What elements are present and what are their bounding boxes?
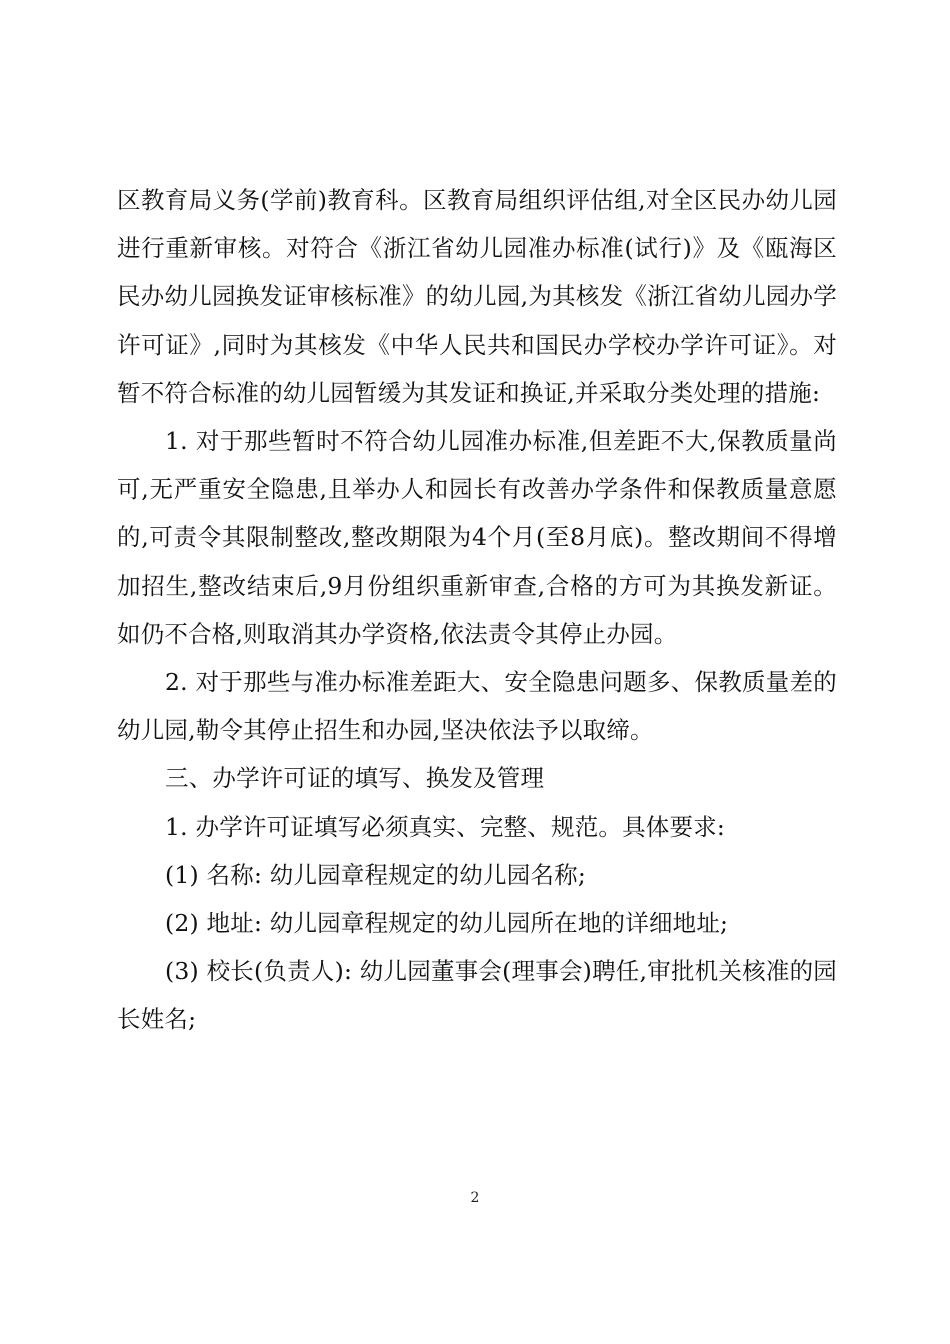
paragraph-item-2: 2. 对于那些与准办标准差距大、安全隐患问题多、保教质量差的幼儿园,勒令其停止招生和办园,坚决依法予以取缔。 [117, 668, 837, 745]
requirement-principal: (3) 校长(负责人): 幼儿园董事会(理事会)聘任,审批机关核准的园长姓名; [117, 957, 837, 1034]
paragraph-continuation: 区教育局义务(学前)教育科。区教育局组织评估组,对全区民办幼儿园进行重新审核。对符合《浙江省幼儿园准办标准(试行)》及《瓯海区民办幼儿园换发证审核标准》的幼儿园,为其核发《浙江省幼儿园办学许可证》,同时为其核发《中华人民共和国民办学校办学许可证》。对暂不符合标准的幼儿园暂缓为其发证和换证,并采取分类处理的措施: [117, 186, 837, 407]
requirement-address: (2) 地址: 幼儿园章程规定的幼儿园所在地的详细地址; [165, 909, 729, 938]
requirement-name: (1) 名称: 幼儿园章程规定的幼儿园名称; [165, 860, 586, 889]
paragraph-requirements: 1. 办学许可证填写必须真实、完整、规范。具体要求: [165, 812, 726, 841]
paragraph-item-1: 1. 对于那些暂时不符合幼儿园准办标准,但差距不大,保教质量尚可,无严重安全隐患,且举办人和园长有改善办学条件和保教质量意愿的,可责令其限制整改,整改期限为4个月(至8月底)。整改期间不得增加招生,整改结束后,9月份组织重新审查,合格的方可为其换发新证。如仍不合格,则取消其办学资格,依法责令其停止办园。 [117, 427, 837, 648]
page-number: 2 [470, 1190, 480, 1206]
section-heading-3: 三、办学许可证的填写、换发及管理 [165, 764, 545, 793]
document-body [117, 176, 837, 1044]
